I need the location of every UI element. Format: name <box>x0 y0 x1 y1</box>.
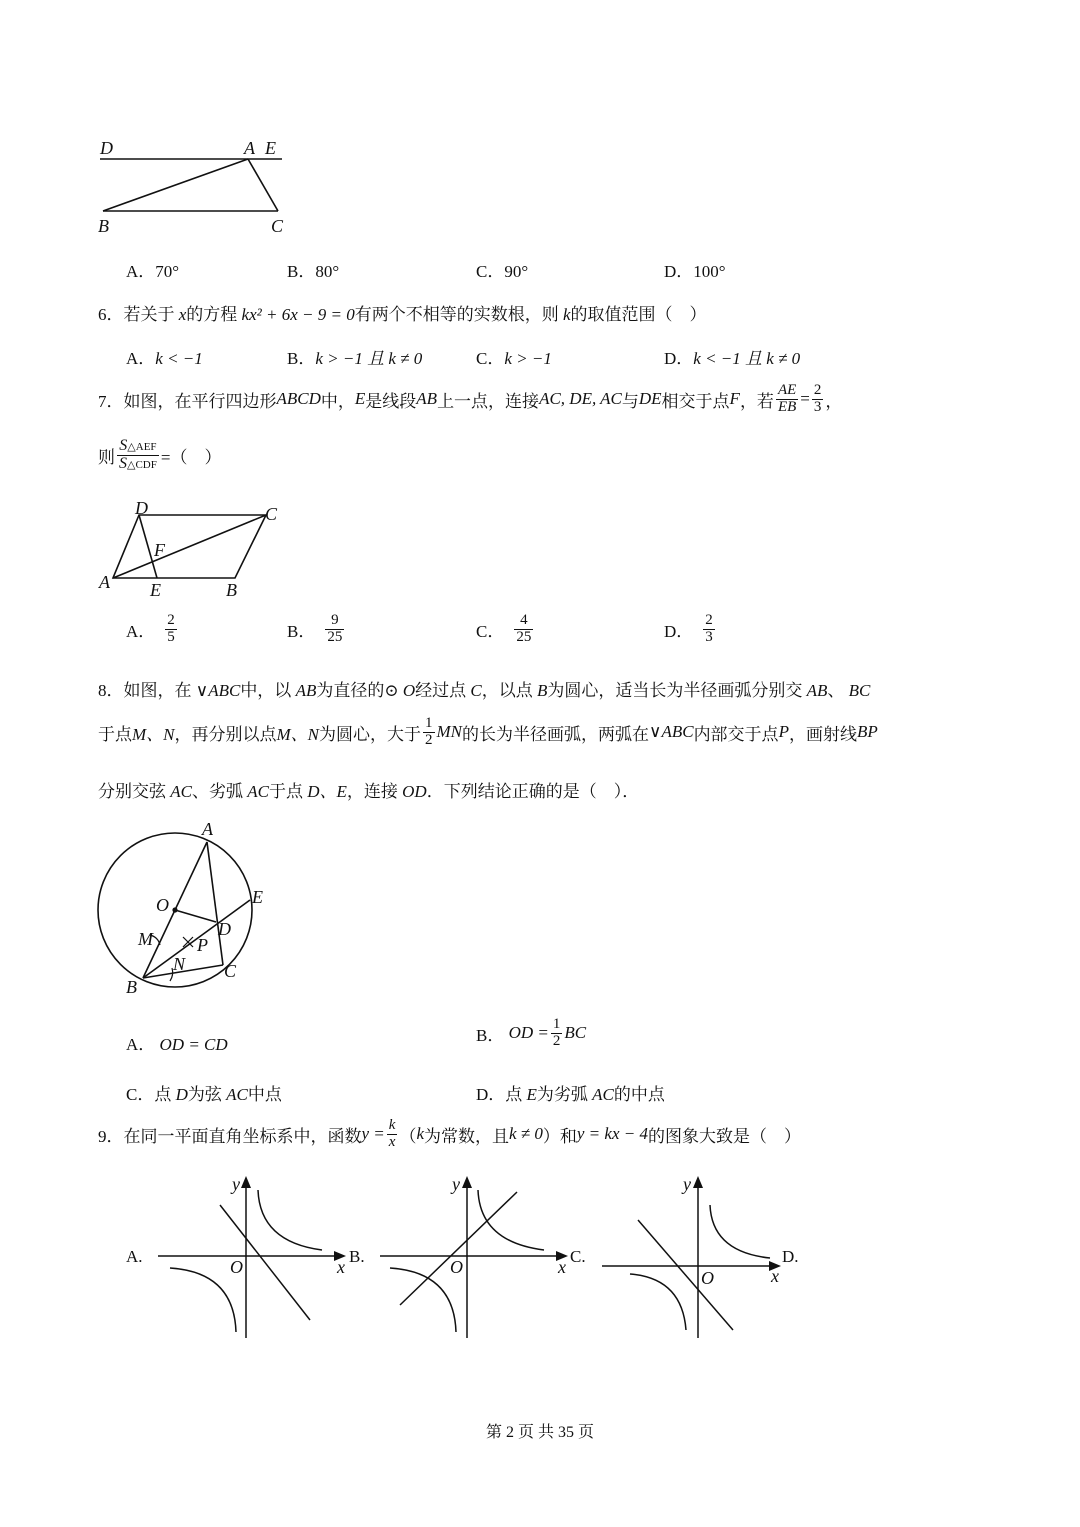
origin-label: O <box>230 1257 243 1277</box>
label-c: C <box>224 961 237 981</box>
q8-option-d[interactable]: D．点 E为劣弧 AC的中点 <box>476 1085 665 1104</box>
q7-area-ratio: $\frac{\text{S△AEF}}{\text{S△CDF}}$ <box>119 437 157 472</box>
q7-ratio-fraction: $\frac{AE}{EB}$ <box>777 382 797 415</box>
q9-fraction: $\frac{k}{x}$ <box>388 1117 396 1150</box>
q8-option-a[interactable]: A． OD = CD <box>126 1035 228 1054</box>
segment-ba <box>103 159 248 211</box>
label-a: A <box>244 138 255 158</box>
y-arrow <box>462 1176 472 1188</box>
figure-q7-parallelogram <box>95 498 295 603</box>
axis-x-label: x <box>337 1257 345 1277</box>
label-c: C <box>265 504 278 524</box>
q7-stem-line2: 则 $\frac{\text{S△AEF}}{\text{S△CDF}}$ =（ ） <box>98 437 222 472</box>
q5-option-d[interactable]: D．100° <box>664 262 726 281</box>
axis-x-label: x <box>771 1266 779 1286</box>
hyperbola-q3 <box>390 1268 456 1332</box>
q8-stem-line1: 8．如图，在 ∨ABC中，以 AB为直径的⊙ O经过点 C，以点 B为圆心，适当长为半径画弧分别交 AB、 BC <box>98 681 871 700</box>
y-arrow <box>693 1176 703 1188</box>
label-c: C <box>271 216 284 236</box>
origin-label: O <box>701 1268 714 1288</box>
axis-x-label: x <box>558 1257 566 1277</box>
line-graph <box>400 1192 517 1305</box>
label-b: B <box>126 977 137 997</box>
q9-option-c-label[interactable]: C. <box>570 1247 586 1266</box>
label-e: E <box>265 138 276 158</box>
hyperbola-q3 <box>630 1274 686 1330</box>
q5-option-a[interactable]: A．70° <box>126 262 180 281</box>
label-d: D <box>218 919 231 939</box>
q9-option-a-label[interactable]: A. <box>126 1247 143 1266</box>
figure-q8-circle <box>90 815 290 1005</box>
q7-ratio-value: $\frac{2}{3}$ <box>813 382 822 415</box>
q7-option-c[interactable]: C． $\frac{4}{25}$ <box>476 612 532 645</box>
y-arrow <box>241 1176 251 1188</box>
label-d: D <box>135 498 148 518</box>
label-o: O <box>156 895 169 915</box>
q7-option-b[interactable]: B． $\frac{9}{25}$ <box>287 612 343 645</box>
q9-graph-c[interactable] <box>600 1170 800 1345</box>
label-f: F <box>154 540 165 560</box>
q8-stem-line2: 于点 M、N ，再分别以点 M、N 为圆心，大于 $\frac{1}{2}$ MN 的长为半径画弧，两弧在 ∨ABC 内部交于点 P ，画射线 BP <box>98 715 878 748</box>
q7-option-a[interactable]: A． $\frac{2}{5}$ <box>126 612 175 645</box>
q9-option-d-label[interactable]: D. <box>782 1247 799 1266</box>
origin-label: O <box>450 1257 463 1277</box>
label-b: B <box>98 216 109 236</box>
q5-option-c[interactable]: C．90° <box>476 262 529 281</box>
hyperbola-q1 <box>710 1205 770 1258</box>
segment-ac <box>248 159 278 211</box>
q7-option-d[interactable]: D． $\frac{2}{3}$ <box>664 612 713 645</box>
line-graph <box>638 1220 733 1330</box>
chord-ac <box>207 842 223 965</box>
figure-q5-triangle <box>95 135 295 245</box>
label-d: D <box>100 138 113 158</box>
label-p: P <box>197 935 208 955</box>
label-e: E <box>150 580 161 600</box>
q6-stem: 6．若关于 x的方程 kx² + 6x − 9 = 0有两个不相等的实数根，则 k的取值范围（ ） <box>98 305 707 324</box>
q8-stem-line3: 分别交弦 AC、劣弧 AC于点 D、E，连接 OD．下列结论正确的是（ ）． <box>98 782 640 801</box>
axis-y-label: y <box>232 1174 240 1194</box>
label-a: A <box>99 572 110 592</box>
q8-option-b[interactable]: B． OD = $\frac{1}{2}$ BC <box>476 1016 587 1049</box>
q9-graph-b[interactable] <box>372 1170 572 1345</box>
q6-option-b[interactable]: B．k > −1 且 k ≠ 0 <box>287 349 423 368</box>
q7-stem: 7． 如图，在平行四边形 ABCD 中， E 是线段 AB 上一点，连接 AC, DE, AC 与 DE 相交于点 F ，若 $\frac{AE}{EB}$ = $\frac{2}{3}$ ， <box>98 382 843 415</box>
label-m: M <box>138 929 153 949</box>
label-a: A <box>202 819 213 839</box>
q6-option-a[interactable]: A．k < −1 <box>126 349 203 368</box>
axis-y-label: y <box>683 1174 691 1194</box>
center-point <box>172 907 177 912</box>
q5-option-b[interactable]: B．80° <box>287 262 340 281</box>
label-e: E <box>252 887 263 907</box>
hyperbola-q3 <box>170 1268 236 1332</box>
q8-half-fraction: $\frac{1}{2}$ <box>425 715 433 748</box>
hyperbola-q1 <box>258 1190 322 1250</box>
label-b: B <box>226 580 237 600</box>
q9-graph-a[interactable] <box>150 1170 350 1345</box>
q8-option-c[interactable]: C．点 D为弦 AC中点 <box>126 1085 282 1104</box>
segment-od <box>175 910 216 922</box>
q9-option-b-label[interactable]: B. <box>349 1247 365 1266</box>
q6-option-c[interactable]: C．k > −1 <box>476 349 552 368</box>
q9-stem: 9． 在同一平面直角坐标系中，函数 y = $\frac{k}{x}$ （ k 为常数，且 k ≠ 0 ）和 y = kx − 4 的图象大致是（ ） <box>98 1117 801 1150</box>
page-footer: 第 2 页 共 35 页 <box>485 1424 594 1441</box>
label-n: N <box>173 954 186 974</box>
q6-option-d[interactable]: D．k < −1 且 k ≠ 0 <box>664 349 801 368</box>
axis-y-label: y <box>452 1174 460 1194</box>
